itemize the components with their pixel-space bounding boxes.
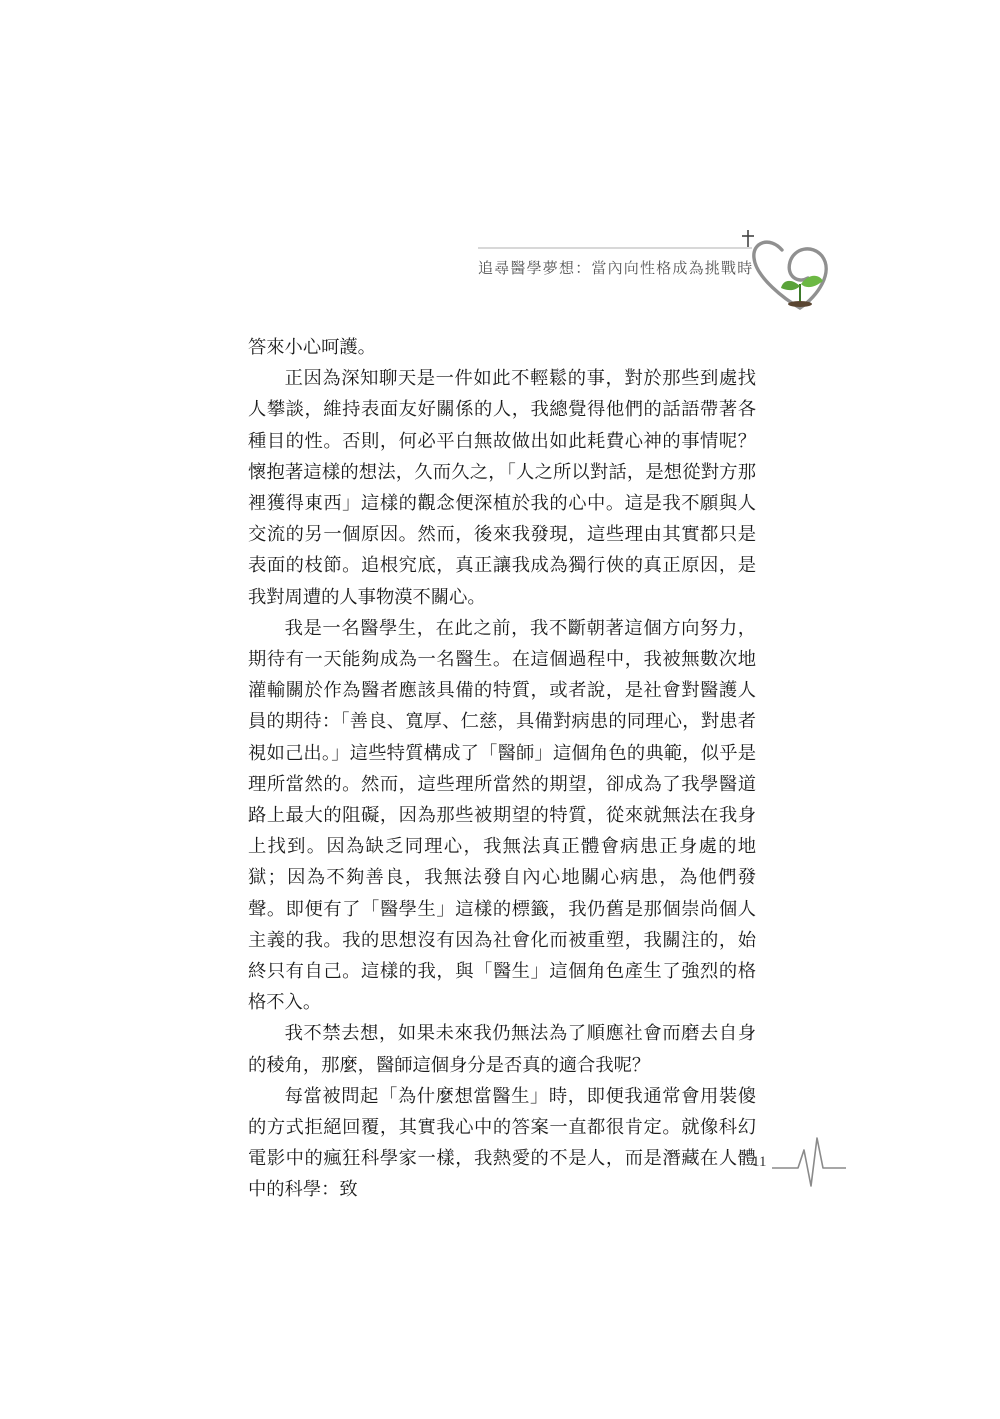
page-number: 11: [752, 1154, 767, 1170]
paragraph: 我不禁去想，如果未來我仍無法為了順應社會而磨去自身的稜角，那麼，醫師這個身分是否真的適合我呢？: [248, 1023, 756, 1076]
paragraph: 正因為深知聊天是一件如此不輕鬆的事，對於那些到處找人攀談，維持表面友好關係的人，我總覺得他們的話語帶著各種目的性。否則，何必平白無故做出如此耗費心神的事情呢？懷抱著這樣的想法，久而久之，「人之所以對話，是想從對方那裡獲得東西」這樣的觀念便深植於我的心中。這是我不願與人交流的另一個原因。然而，後來我發現，這些理由其實都只是表面的枝節。追根究底，真正讓我成為獨行俠的真正原因，是我對周遭的人事物漠不關心。: [248, 368, 756, 608]
page-header: [0, 0, 1000, 320]
body-text: [248, 332, 756, 1206]
heart-swirl-icon: [754, 242, 826, 308]
heartbeat-line-icon: [0, 1120, 1000, 1200]
page-footer: [0, 1120, 1000, 1200]
cross-icon: [742, 230, 754, 247]
running-title: 追尋醫學夢想：當內向性格成為挑戰時: [478, 259, 754, 277]
paragraph: 每當被問起「為什麼想當醫生」時，即便我通常會用裝傻的方式拒絕回覆，其實我心中的答案一直都很肯定。就像科幻電影中的瘋狂科學家一樣，我熱愛的不是人，而是潛藏在人體中的科學：致: [248, 1085, 756, 1201]
paragraph-continued: 答來小心呵護。: [248, 337, 376, 358]
paragraph: 我是一名醫學生，在此之前，我不斷朝著這個方向努力，期待有一天能夠成為一名醫生。在這個過程中，我被無數次地灌輸關於作為醫者應該具備的特質，或者說，是社會對醫護人員的期待：「善良、寬厚、仁慈，具備對病患的同理心，對患者視如己出。」這些特質構成了「醫師」這個角色的典範，似乎是理所當然的。然而，這些理所當然的期望，卻成為了我學醫道路上最大的阻礙，因為那些被期望的特質，從來就無法在我身上找到。因為缺乏同理心，我無法真正體會病患正身處的地獄；因為不夠善良，我無法發自內心地關心病患，為他們發聲。即便有了「醫學生」這樣的標籤，我仍舊是那個崇尚個人主義的我。我的思想沒有因為社會化而被重塑，我關注的，始終只有自己。這樣的我，與「醫生」這個角色產生了強烈的格格不入。: [248, 617, 756, 1014]
